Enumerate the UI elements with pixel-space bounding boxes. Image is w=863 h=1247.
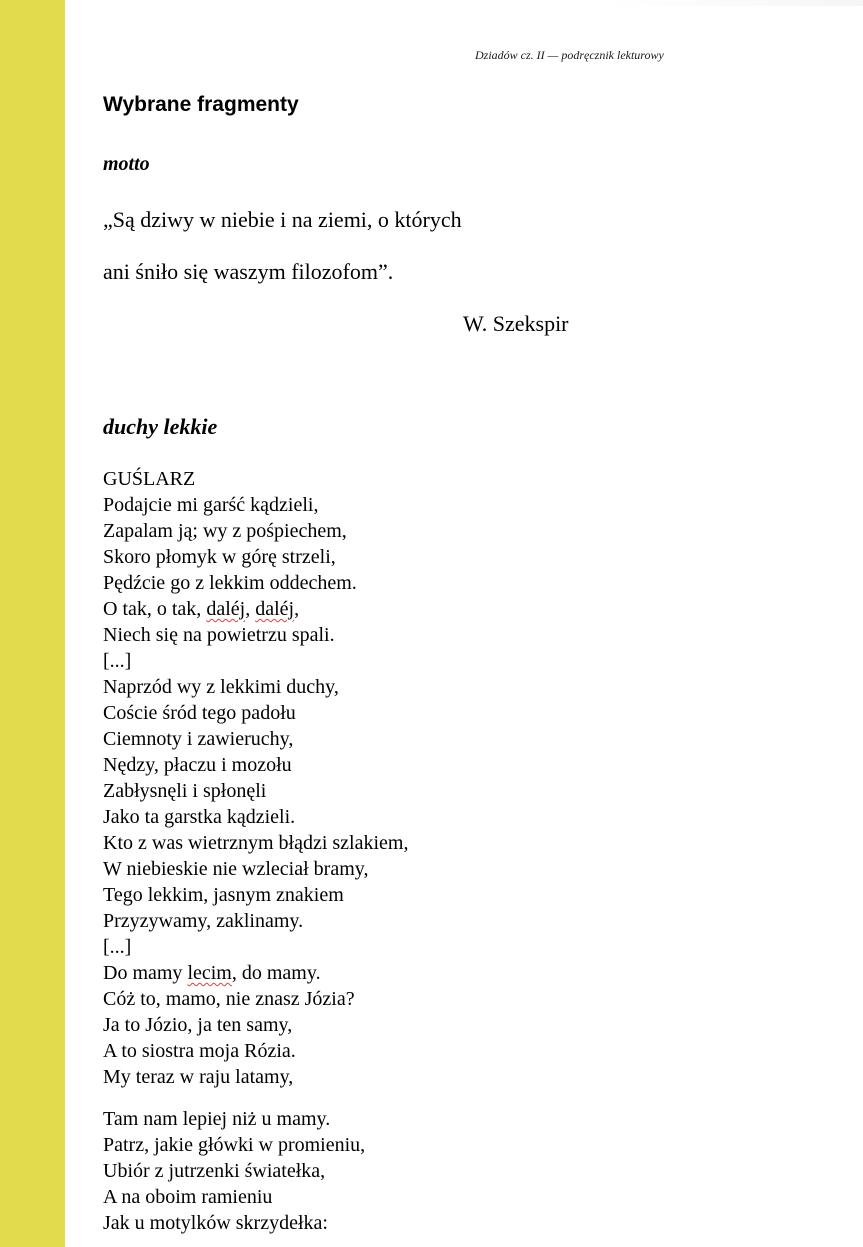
poem-line — [103, 518, 408, 544]
poem-line — [103, 1012, 408, 1038]
poem-line-text: W niebieskie nie wzleciał bramy, — [103, 858, 369, 880]
poem-line — [103, 570, 408, 596]
poem-line-text: Naprzód wy z lekkimi duchy, — [103, 676, 339, 698]
poem-line — [103, 752, 408, 778]
poem-line-text: GUŚLARZ — [103, 468, 196, 490]
spellcheck-flagged-word: daléj — [206, 598, 246, 620]
poem-line-text: Pędźcie go z lekkim oddechem. — [103, 572, 357, 594]
poem-line-text: Zabłysnęli i spłonęli — [103, 780, 267, 802]
poem-line — [103, 700, 408, 726]
poem-line — [103, 1064, 408, 1090]
poem-line-text: Podajcie mi garść kądzieli, — [103, 494, 319, 516]
poem-line-text: A to siostra moja Rózia. — [103, 1040, 296, 1062]
poem-line — [103, 830, 408, 856]
spellcheck-flagged-word: lecim — [187, 962, 232, 984]
poem-line-text: Ja to Józio, ja ten samy, — [103, 1014, 293, 1036]
page-shadow — [600, 0, 863, 6]
poem-line — [103, 648, 408, 674]
duchy-lekkie-heading: duchy lekkie — [103, 414, 218, 439]
poem-line — [103, 960, 408, 986]
spellcheck-flagged-word: daléj — [255, 598, 295, 620]
motto-heading: motto — [103, 153, 150, 175]
motto-quote-line-1: „Są dziwy w niebie i na ziemi, o których — [103, 207, 462, 232]
poem-line-text: Jako ta garstka kądzieli. — [103, 806, 296, 828]
motto-attribution: W. Szekspir — [463, 311, 569, 336]
poem-line — [103, 882, 408, 908]
poem-line-text: Ciemnoty i zawieruchy, — [103, 728, 294, 750]
poem-line — [103, 544, 408, 570]
running-header: Dziadów cz. II — podręcznik lekturowy — [475, 48, 664, 62]
poem-line-text: A na oboim ramieniu — [103, 1186, 273, 1208]
poem-line-text: Kto z was wietrznym błądzi szlakiem, — [103, 832, 409, 854]
poem-line-text: Niech się na powietrzu spali. — [103, 624, 335, 646]
poem-line — [103, 804, 408, 830]
poem-line-text: , do mamy. — [231, 962, 321, 984]
poem-line — [103, 674, 408, 700]
poem-line-text: Tego lekkim, jasnym znakiem — [103, 884, 344, 906]
poem-line-text: [...] — [103, 936, 132, 958]
poem-line — [103, 1184, 408, 1210]
poem-line — [103, 778, 408, 804]
poem-line-text: Przyzywamy, zaklinamy. — [103, 910, 304, 932]
poem-line — [103, 726, 408, 752]
poem-line — [103, 908, 408, 934]
section-title: Wybrane fragmenty — [103, 93, 299, 116]
poem-line-text: , — [294, 598, 300, 620]
poem-line — [103, 622, 408, 648]
poem-line-text: O tak, o tak, — [103, 598, 207, 620]
sidebar-color-strip — [0, 0, 65, 1247]
poem-text — [103, 466, 408, 1236]
poem-line-text: , — [245, 598, 256, 620]
motto-quote-line-2: ani śniło się waszym filozofom”. — [103, 259, 394, 284]
poem-line — [103, 1158, 408, 1184]
poem-line — [103, 1132, 408, 1158]
poem-line-text: Coście śród tego padołu — [103, 702, 296, 724]
poem-line — [103, 1210, 408, 1236]
poem-line-text: Ubiór z jutrzenki światełka, — [103, 1160, 326, 1182]
stanza-break — [103, 1090, 408, 1106]
poem-line — [103, 934, 408, 960]
poem-line-text: Nędzy, płaczu i mozołu — [103, 754, 292, 776]
poem-line-text: Patrz, jakie główki w promieniu, — [103, 1134, 366, 1156]
poem-line — [103, 492, 408, 518]
poem-line — [103, 596, 408, 622]
poem-line-text: [...] — [103, 650, 132, 672]
poem-line — [103, 986, 408, 1012]
poem-line-text: Skoro płomyk w górę strzeli, — [103, 546, 336, 568]
poem-line — [103, 466, 408, 492]
poem-line-text: My teraz w raju latamy, — [103, 1066, 294, 1088]
poem-line-text: Zapalam ją; wy z pośpiechem, — [103, 520, 347, 542]
poem-line-text: Do mamy — [103, 962, 188, 984]
poem-line — [103, 856, 408, 882]
poem-line-text: Jak u motylków skrzydełka: — [103, 1212, 328, 1234]
poem-line — [103, 1038, 408, 1064]
poem-line — [103, 1106, 408, 1132]
poem-line-text: Cóż to, mamo, nie znasz Józia? — [103, 988, 355, 1010]
poem-line-text: Tam nam lepiej niż u mamy. — [103, 1108, 331, 1130]
